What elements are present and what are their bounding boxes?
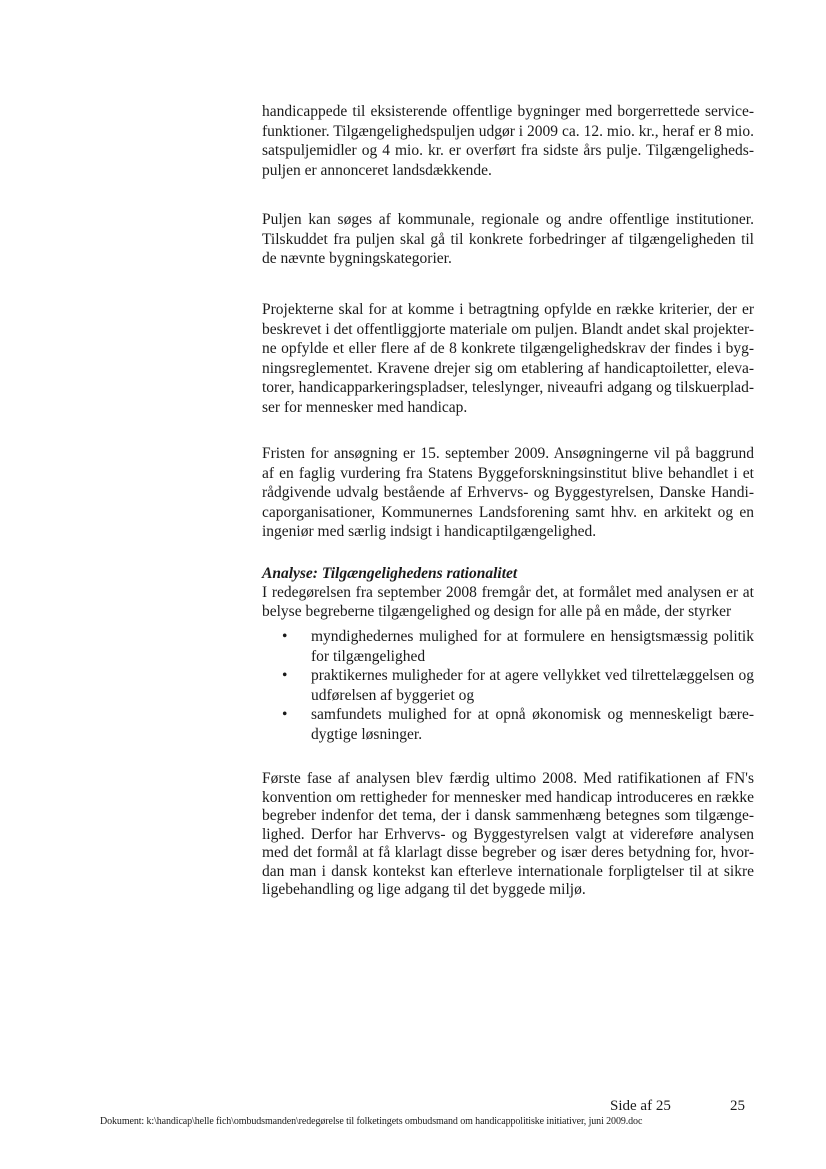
paragraph-pool-overview: handicappede til eksisterende offentlige bygninger med borgerrettede service-funktioner. Tilgængelighedspuljen udgør i 2009 ca. 12. mio. kr., heraf er 8 mio. satspuljemidler og 4 mio. kr. er overført fra sidste års pulje. Tilgængeligheds-puljen er annonceret landsdækkende. xyxy=(262,103,754,179)
paragraph-first-phase: Første fase af analysen blev færdig ultimo 2008. Med ratifikationen af FN's konvention om rettigheder for mennesker med handicap introduceres en række begreber indenfor det tema, der i dansk sammenhæng betegnes som tilgænge-lighed. Derfor har Erhvervs- og Byggestyrelsen valgt at videreføre analysen med det formål at få klarlagt disse begreber og især deres betydning for, hvor-dan man i dansk kontekst kan efterleve internationale forpligtelser til at sikre ligebehandling og lige adgang til det byggede miljø. xyxy=(262,770,754,898)
section-heading: Analyse: Tilgængelighedens rationalitet xyxy=(262,565,518,582)
list-item xyxy=(282,627,754,666)
list-item xyxy=(282,705,754,744)
bullet-icon: • xyxy=(282,706,288,723)
bullet-icon: • xyxy=(282,628,288,645)
list-item-text: samfundets mulighed for at opnå økonomisk og menneskeligt bære-dygtige løsninger. xyxy=(311,706,754,743)
paragraph-criteria: Projekterne skal for at komme i betragtning opfylde en række kriterier, der er beskrevet i det offentliggjorte materiale om puljen. Blandt andet skal projekter-ne opfylde et eller flere af de 8 konkrete tilgængelighedskrav der findes i byg-ningsreglementet. Kravene drejer sig om etablering af handicaptoiletter, eleva-torer, handicapparkeringspladser, teleslynger, niveaufri adgang og tilskuerplad-ser for mennesker med handicap. xyxy=(262,301,754,416)
footer-document-path: Dokument: k:\handicap\helle fich\ombudsmanden\redegørelse til folketingets ombudsmand om handicappolitiske initiativer, juni 2009.doc xyxy=(100,1116,643,1127)
list-item xyxy=(282,666,754,705)
paragraph-analysis-intro: I redegørelsen fra september 2008 fremgår det, at formålet med analysen er at belyse begreberne tilgængelighed og design for alle på en måde, der styrker xyxy=(262,584,754,620)
paragraph-eligibility: Puljen kan søges af kommunale, regionale og andre offentlige institutioner. Tilskuddet fra puljen skal gå til konkrete forbedringer af tilgængeligheden til de nævnte bygningskategorier. xyxy=(262,211,754,267)
bullet-icon: • xyxy=(282,667,288,684)
footer-page-label: Side af 25 xyxy=(610,1098,671,1114)
list-item-text: myndighedernes mulighed for at formulere en hensigtsmæssig politik for tilgængelighed xyxy=(311,628,754,665)
footer-page-number: 25 xyxy=(730,1098,745,1114)
bullet-list xyxy=(282,627,754,744)
list-item-text: praktikernes muligheder for at agere vellykket ved tilrettelæggelsen og udførelsen af byggeriet og xyxy=(311,667,754,704)
paragraph-deadline: Fristen for ansøgning er 15. september 2009. Ansøgningerne vil på baggrund af en faglig vurdering fra Statens Byggeforskningsinstitut blive behandlet i et rådgivende udvalg bestående af Erhvervs- og Byggestyrelsen, Danske Handi-caporganisationer, Kommunernes Landsforening samt hhv. en arkitekt og en ingeniør med særlig indsigt i handicaptilgængelighed. xyxy=(262,445,754,540)
